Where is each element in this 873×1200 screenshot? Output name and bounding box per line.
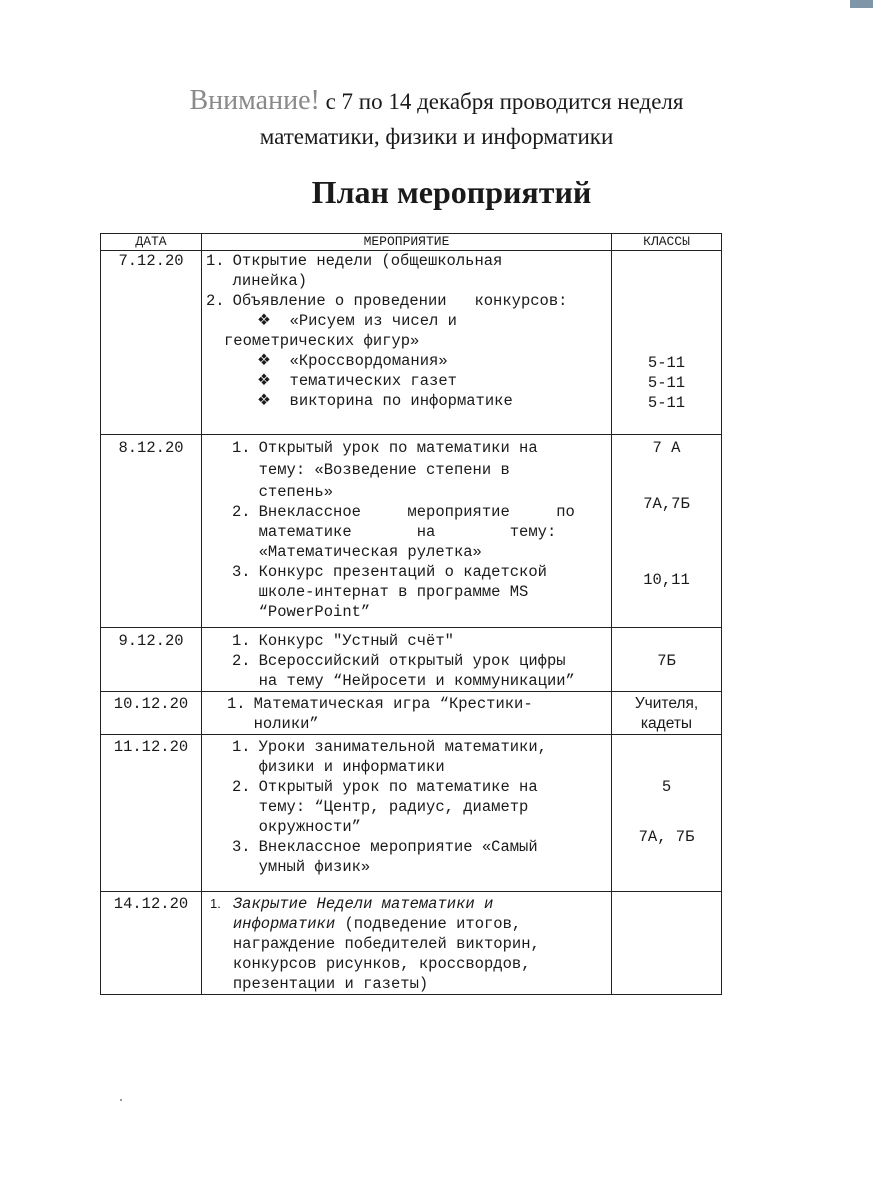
row-date: 7.12.20 bbox=[101, 251, 202, 435]
event-text: степень» bbox=[258, 483, 334, 501]
event-text: математике на тему: bbox=[258, 523, 557, 541]
event-text: “PowerPoint” bbox=[258, 603, 371, 621]
table-header-row bbox=[101, 234, 722, 251]
class-value: Учителя, bbox=[634, 695, 699, 712]
event-text: Открытый урок по математике на bbox=[258, 778, 538, 796]
event-number: 3. bbox=[232, 838, 251, 856]
class-value: 5-11 bbox=[647, 354, 686, 372]
event-subitem bbox=[202, 351, 611, 371]
event-text: Объявление о проведении конкурсов: bbox=[232, 292, 568, 310]
event-subitem bbox=[202, 311, 611, 351]
subitem-text: «Рисуем из чисел и bbox=[289, 312, 457, 330]
row-events bbox=[202, 628, 612, 692]
row-classes bbox=[612, 251, 722, 435]
event-item bbox=[232, 562, 611, 622]
event-text: на тему “Нейросети и коммуникации” bbox=[258, 672, 575, 690]
row-date: 8.12.20 bbox=[101, 435, 202, 628]
event-subitem bbox=[202, 391, 611, 411]
scan-corner-mark bbox=[850, 0, 873, 8]
event-text: Конкурс "Устный счёт" bbox=[258, 632, 454, 650]
event-item bbox=[227, 694, 611, 734]
scan-speck bbox=[120, 1099, 122, 1101]
event-text: Закрытие Недели математики и bbox=[232, 895, 494, 913]
row-events bbox=[202, 892, 612, 995]
row-date: 14.12.20 bbox=[101, 892, 202, 995]
events-table bbox=[100, 233, 722, 995]
event-text: Открытие недели (общешкольная bbox=[232, 252, 503, 270]
bullet-icon: ❖ bbox=[257, 372, 271, 390]
event-text: презентации и газеты) bbox=[232, 975, 429, 993]
bullet-icon: ❖ bbox=[257, 392, 271, 410]
event-number: 2. bbox=[206, 292, 225, 310]
event-item bbox=[232, 737, 611, 777]
event-number: 1. bbox=[206, 252, 225, 270]
event-number: 1. bbox=[232, 439, 251, 457]
header-classes: КЛАССЫ bbox=[612, 234, 722, 251]
event-number: 1. bbox=[210, 896, 221, 911]
event-number: 3. bbox=[232, 563, 251, 581]
subitem-text: тематических газет bbox=[289, 372, 457, 390]
event-text: школе-интернат в программе MS bbox=[258, 583, 529, 601]
table-row bbox=[101, 435, 722, 628]
table-row bbox=[101, 892, 722, 995]
event-text: нолики” bbox=[253, 715, 319, 733]
event-item bbox=[232, 837, 611, 877]
event-item bbox=[202, 291, 611, 311]
event-text: Конкурс презентаций о кадетской bbox=[258, 563, 547, 581]
row-events bbox=[202, 735, 612, 892]
event-item bbox=[232, 651, 611, 691]
row-classes bbox=[612, 628, 722, 692]
table-row bbox=[101, 692, 722, 735]
class-value: кадеты bbox=[640, 715, 693, 732]
announcement-line-1 bbox=[0, 86, 873, 117]
event-subitem bbox=[202, 371, 611, 391]
row-classes bbox=[612, 735, 722, 892]
event-text: линейка) bbox=[232, 272, 308, 290]
event-text: «Математическая рулетка» bbox=[258, 543, 482, 561]
row-classes bbox=[612, 435, 722, 628]
row-classes bbox=[612, 692, 722, 735]
subitem-text: геометрических фигур» bbox=[224, 332, 420, 350]
plan-title: План мероприятий bbox=[311, 174, 592, 210]
row-date: 10.12.20 bbox=[101, 692, 202, 735]
table-row bbox=[101, 251, 722, 435]
event-text: (подведение итогов, bbox=[335, 915, 522, 933]
row-events bbox=[202, 692, 612, 735]
class-value: 5-11 bbox=[647, 374, 686, 392]
event-text: Внеклассное мероприятие «Самый bbox=[258, 838, 538, 856]
event-text: Внеклассное мероприятие по bbox=[258, 503, 575, 521]
table-row bbox=[101, 628, 722, 692]
event-text: конкурсов рисунков, кроссвордов, bbox=[232, 955, 531, 973]
header-date: ДАТА bbox=[101, 234, 202, 251]
event-text: умный физик» bbox=[258, 858, 371, 876]
event-text: Всероссийский открытый урок цифры bbox=[258, 652, 566, 670]
event-text: окружности” bbox=[258, 818, 361, 836]
event-text: тему: “Центр, радиус, диаметр bbox=[258, 798, 529, 816]
event-item bbox=[232, 777, 611, 837]
event-item bbox=[232, 631, 611, 651]
row-events bbox=[202, 435, 612, 628]
event-item bbox=[210, 894, 611, 994]
row-date: 11.12.20 bbox=[101, 735, 202, 892]
class-value: 10,11 bbox=[643, 571, 690, 589]
row-date: 9.12.20 bbox=[101, 628, 202, 692]
event-number: 2. bbox=[232, 652, 251, 670]
header-event: МЕРОПРИЯТИЕ bbox=[202, 234, 612, 251]
event-number: 1. bbox=[232, 738, 251, 756]
event-item bbox=[232, 502, 611, 562]
event-number: 2. bbox=[232, 503, 251, 521]
event-text: физики и информатики bbox=[258, 758, 445, 776]
bullet-icon: ❖ bbox=[257, 352, 271, 370]
event-item bbox=[232, 438, 611, 502]
event-text: тему: «Возведение степени в bbox=[258, 461, 510, 479]
announcement-line-2: математики, физики и информатики bbox=[259, 124, 614, 149]
event-text: Математическая игра “Крестики- bbox=[253, 695, 533, 713]
event-number: 1. bbox=[227, 695, 246, 713]
row-events bbox=[202, 251, 612, 435]
class-value: 5-11 bbox=[647, 394, 686, 412]
announcement-text-1: с 7 по 14 декабря проводится неделя bbox=[325, 89, 684, 114]
event-text: информатики bbox=[232, 915, 336, 933]
event-number: 1. bbox=[232, 632, 251, 650]
bullet-icon: ❖ bbox=[257, 312, 271, 330]
subitem-text: «Кроссвордомания» bbox=[289, 352, 448, 370]
event-item bbox=[202, 251, 611, 291]
row-classes bbox=[612, 892, 722, 995]
event-text: Открытый урок по математики на bbox=[258, 439, 538, 457]
event-number: 2. bbox=[232, 778, 251, 796]
table-row bbox=[101, 735, 722, 892]
event-text: Уроки занимательной математики, bbox=[258, 738, 547, 756]
class-value: 7А, 7Б bbox=[638, 828, 695, 846]
subitem-text: викторина по информатике bbox=[289, 392, 513, 410]
class-value: 7 А bbox=[652, 439, 681, 457]
attention-word: Внимание! bbox=[189, 85, 320, 116]
event-text: награждение победителей викторин, bbox=[232, 935, 540, 953]
class-value: 7Б bbox=[657, 652, 676, 670]
class-value: 5 bbox=[661, 778, 672, 796]
class-value: 7А,7Б bbox=[643, 495, 690, 513]
